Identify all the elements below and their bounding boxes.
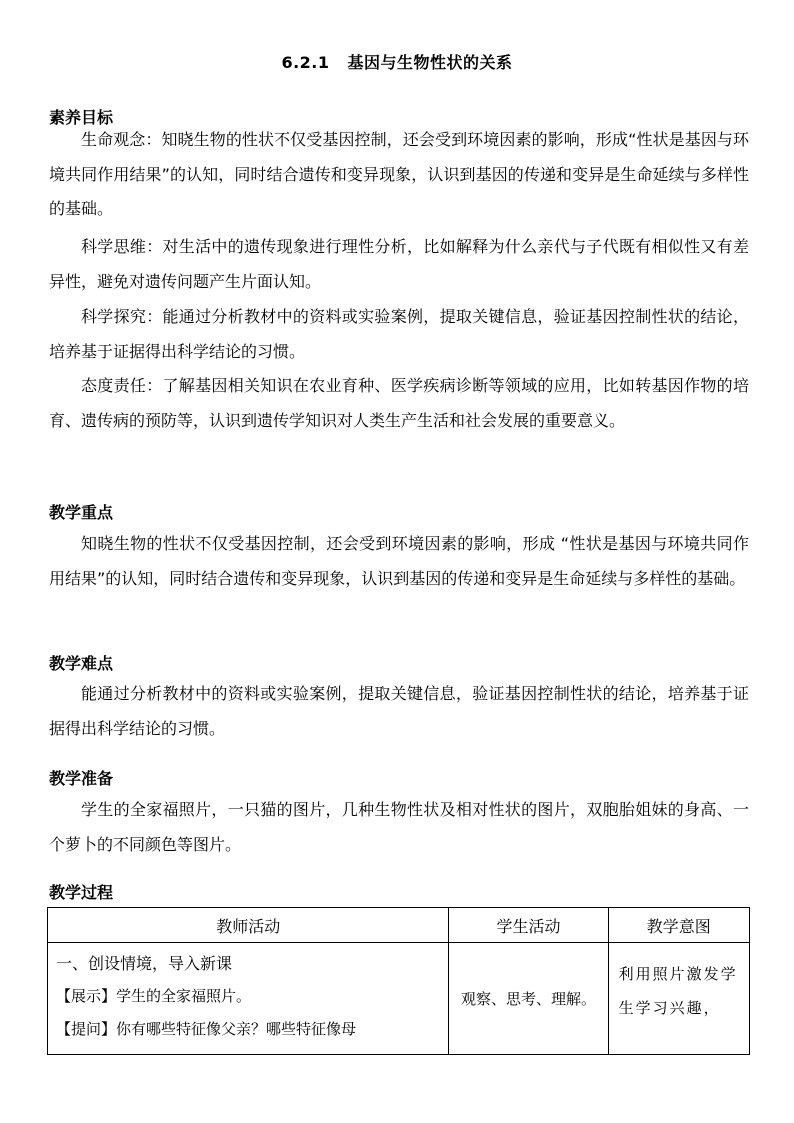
step-title: 一、创设情境，导入新课: [56, 954, 233, 973]
paragraph-attitude-responsibility: 态度责任：了解基因相关知识在农业育种、医学疾病诊断等领域的应用，比如转基因作物的培育、遗传病的预防等，认识到遗传学知识对人类生产生活和社会发展的重要意义。: [49, 376, 749, 430]
step-question: 【提问】你有哪些特征像父亲？哪些特征像母: [56, 1020, 357, 1038]
table-row: [48, 943, 750, 1055]
heading-key-points: 教学重点: [49, 503, 114, 522]
title-text: 基因与生物性状的关系: [347, 53, 513, 72]
paragraph-key-points: 知晓生物的性状不仅受基因控制，还会受到环境因素的影响，形成 “性状是基因与环境共同作用结果”的认知，同时结合遗传和变异现象，认识到基因的传递和变异是生命延续与多样性的基础。: [49, 534, 749, 588]
cell-student-activity: 观察、思考、理解。: [449, 943, 608, 1055]
header-teaching-intent: 教学意图: [608, 908, 749, 943]
heading-difficulties: 教学难点: [49, 654, 114, 673]
header-teacher-activity: 教师活动: [48, 908, 449, 943]
cell-teacher-activity: [48, 943, 449, 1055]
process-table: [47, 907, 750, 1055]
paragraph-scientific-thinking: 科学思维：对生活中的遗传现象进行理性分析，比如解释为什么亲代与子代既有相似性又有差异性，避免对遗传问题产生片面认知。: [49, 237, 749, 291]
heading-literacy-goals: 素养目标: [49, 108, 114, 127]
cell-teaching-intent: 利用照片激发学生学习兴趣，: [608, 943, 749, 1055]
document-title: [0, 50, 794, 73]
paragraph-difficulties: 能通过分析教材中的资料或实验案例，提取关键信息，验证基因控制性状的结论，培养基于证据得出科学结论的习惯。: [49, 684, 749, 738]
step-show: 【展示】学生的全家福照片。: [56, 987, 252, 1005]
header-student-activity: 学生活动: [449, 908, 608, 943]
section-number: 6.2.1: [281, 53, 330, 72]
table-header-row: [48, 908, 750, 943]
heading-preparation: 教学准备: [49, 769, 114, 788]
heading-process: 教学过程: [49, 883, 114, 902]
paragraph-preparation: 学生的全家福照片，一只猫的图片，几种生物性状及相对性状的图片，双胞胎姐妹的身高、一个萝卜的不同颜色等图片。: [49, 800, 749, 854]
paragraph-life-concept: 生命观念：知晓生物的性状不仅受基因控制，还会受到环境因素的影响，形成“性状是基因与环境共同作用结果”的认知，同时结合遗传和变异现象，认识到基因的传递和变异是生命延续与多样性的基础。: [49, 130, 749, 218]
paragraph-scientific-inquiry: 科学探究：能通过分析教材中的资料或实验案例，提取关键信息，验证基因控制性状的结论，培养基于证据得出科学结论的习惯。: [49, 307, 749, 361]
